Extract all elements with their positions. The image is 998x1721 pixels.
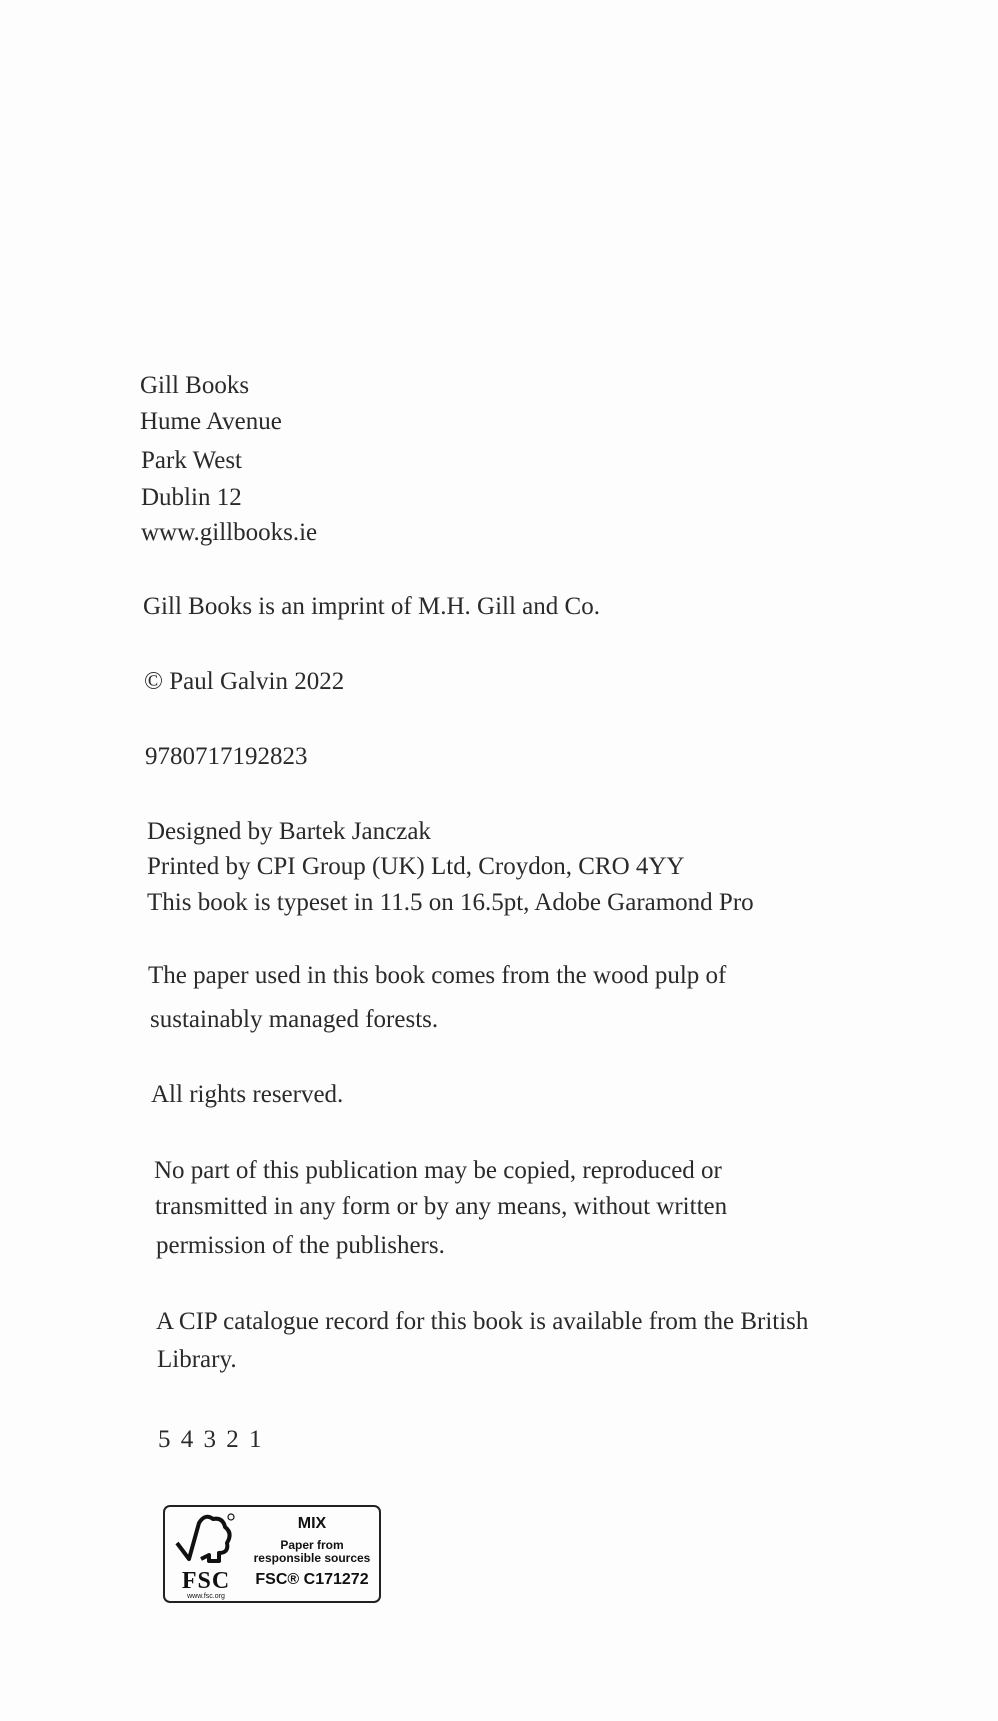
- copyright-notice: © Paul Galvin 2022: [144, 668, 345, 695]
- address-line: Gill Books: [140, 372, 250, 399]
- credit-line: Designed by Bartek Janczak: [147, 818, 431, 845]
- fsc-tree-logo: [173, 1511, 243, 1601]
- address-line: Hume Avenue: [140, 408, 282, 435]
- fsc-url: www.fsc.org: [187, 1593, 225, 1600]
- address-line: Dublin 12: [141, 484, 242, 511]
- printing-line: 5 4 3 2 1: [158, 1426, 264, 1453]
- fsc-paper-line: Paper from: [280, 1538, 344, 1552]
- permission-statement: permission of the publishers.: [156, 1232, 445, 1259]
- imprint-statement: Gill Books is an imprint of M.H. Gill and Co.: [143, 593, 600, 620]
- fsc-label: [163, 1505, 381, 1603]
- credit-line: This book is typeset in 11.5 on 16.5pt, Adobe Garamond Pro: [147, 889, 754, 916]
- website: www.gillbooks.ie: [141, 519, 318, 546]
- tree-checkmark-icon: [173, 1511, 239, 1567]
- rights-statement: All rights reserved.: [151, 1081, 344, 1108]
- cip-statement: A CIP catalogue record for this book is available from the British: [156, 1308, 809, 1335]
- fsc-license-code: FSC® C171272: [255, 1571, 369, 1588]
- cip-statement: Library.: [157, 1346, 237, 1373]
- isbn: 9780717192823: [145, 743, 308, 770]
- fsc-mix: MIX: [297, 1515, 327, 1532]
- address-line: Park West: [141, 447, 242, 474]
- fsc-logo-word: FSC: [181, 1568, 231, 1594]
- credit-line: Printed by CPI Group (UK) Ltd, Croydon, CRO 4YY: [147, 853, 685, 880]
- paper-statement: The paper used in this book comes from the wood pulp of: [148, 962, 727, 989]
- permission-statement: No part of this publication may be copied, reproduced or: [154, 1157, 722, 1184]
- permission-statement: transmitted in any form or by any means, without written: [155, 1193, 728, 1220]
- paper-statement: sustainably managed forests.: [150, 1006, 439, 1033]
- fsc-paper-line: responsible sources: [253, 1551, 371, 1565]
